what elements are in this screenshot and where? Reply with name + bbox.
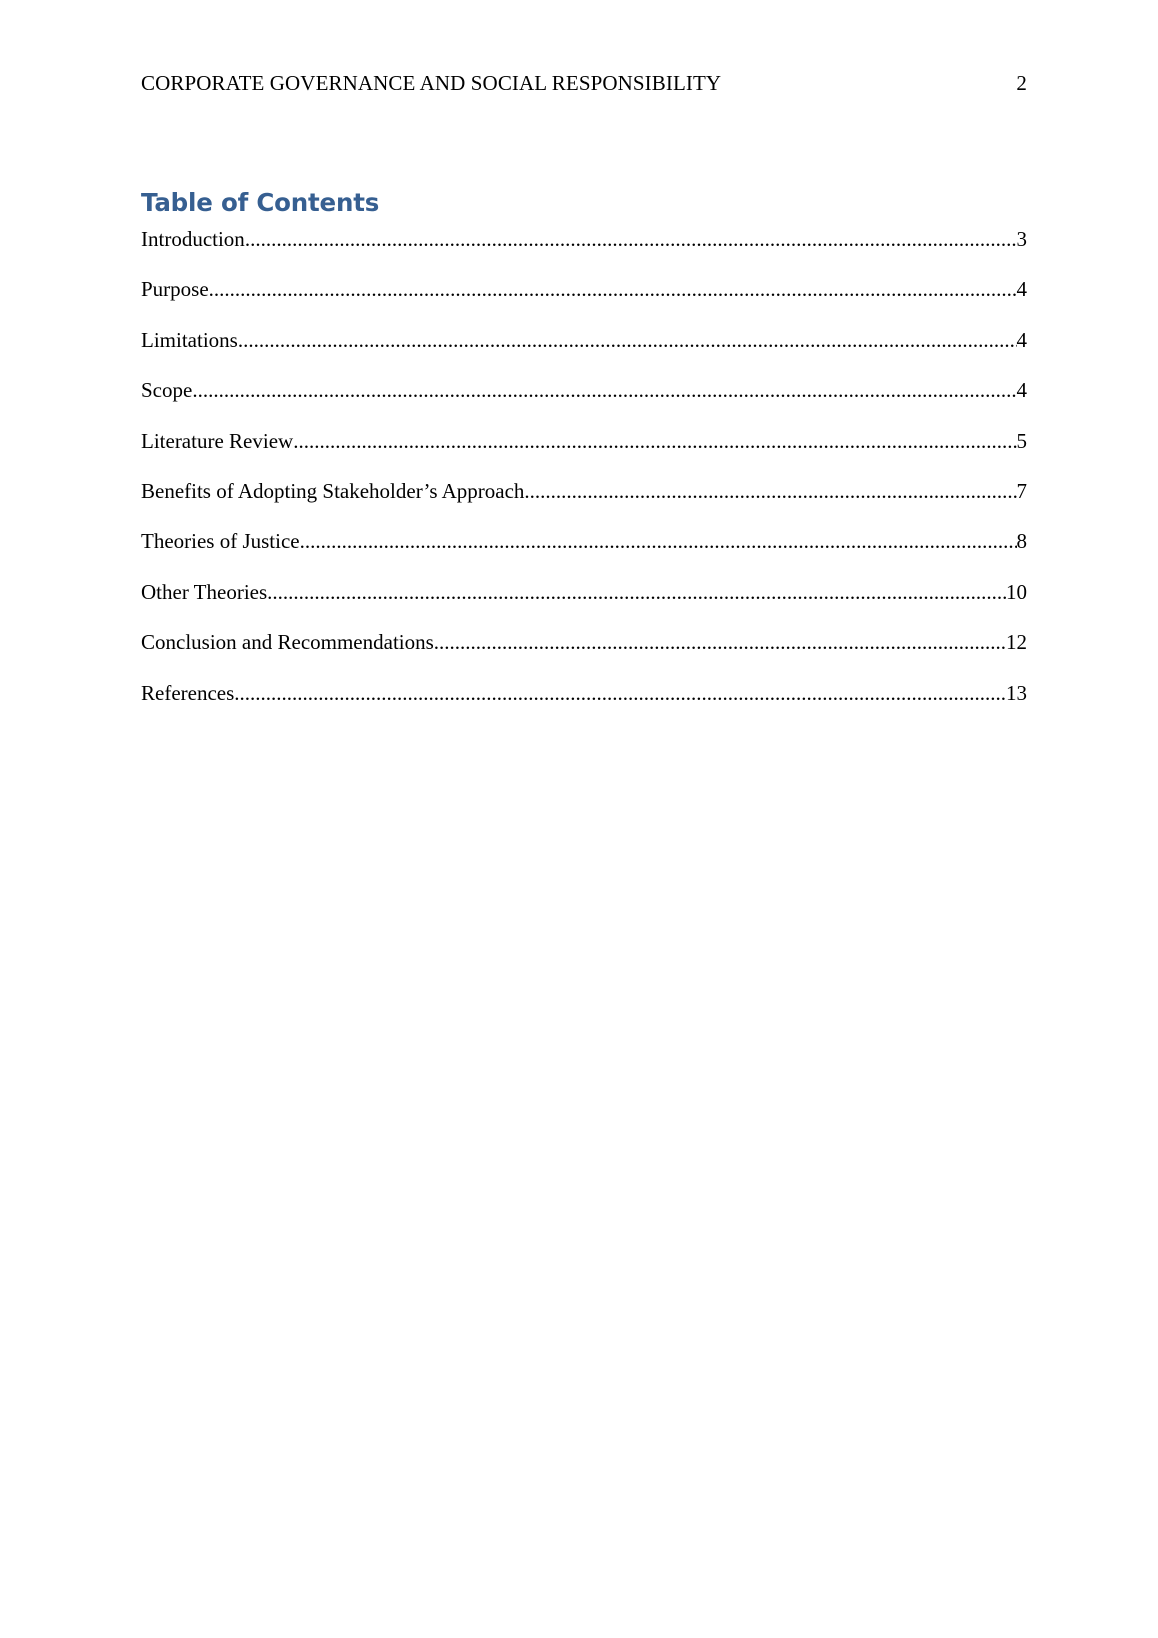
toc-entry-page: 7 xyxy=(1016,478,1027,503)
toc-entry-title: Conclusion and Recommendations xyxy=(141,630,434,655)
toc-entry-limitations[interactable] xyxy=(141,327,1027,377)
toc-heading: Table of Contents xyxy=(141,188,380,217)
toc-entry-conclusion-recommendations[interactable] xyxy=(141,629,1027,679)
toc-dot-leader xyxy=(524,478,1016,504)
toc-entry-page: 12 xyxy=(1006,630,1027,655)
running-header xyxy=(141,68,1027,98)
toc-entry-title: Introduction xyxy=(141,227,245,251)
toc-entry-introduction[interactable] xyxy=(141,226,1027,276)
toc-entry-literature-review[interactable] xyxy=(141,428,1027,478)
toc-list xyxy=(141,226,1027,730)
toc-entry-title: Theories of Justice xyxy=(141,529,300,554)
toc-entry-title: Benefits of Adopting Stakeholder’s Approach xyxy=(141,478,525,503)
toc-entry-page: 4 xyxy=(1016,378,1027,403)
toc-entry-theories-of-justice[interactable] xyxy=(141,528,1027,578)
toc-dot-leader xyxy=(434,629,1006,655)
toc-entry-page: 13 xyxy=(1006,680,1027,705)
toc-entry-purpose[interactable] xyxy=(141,276,1027,326)
toc-dot-leader xyxy=(234,680,1006,706)
toc-entry-page: 3 xyxy=(1016,227,1027,251)
toc-dot-leader xyxy=(238,327,1017,353)
toc-entry-page: 4 xyxy=(1016,327,1027,352)
running-title: CORPORATE GOVERNANCE AND SOCIAL RESPONSIBILITY xyxy=(141,71,722,95)
page-number: 2 xyxy=(1016,71,1027,95)
toc-entry-other-theories[interactable] xyxy=(141,579,1027,629)
toc-entry-scope[interactable] xyxy=(141,377,1027,427)
toc-entry-title: References xyxy=(141,680,235,705)
toc-dot-leader xyxy=(209,276,1017,302)
toc-entry-page: 8 xyxy=(1016,529,1027,554)
toc-entry-title: Literature Review xyxy=(141,428,294,453)
toc-entry-title: Scope xyxy=(141,378,193,403)
toc-entry-page: 10 xyxy=(1006,579,1027,604)
toc-dot-leader xyxy=(300,528,1017,554)
toc-entry-title: Other Theories xyxy=(141,579,268,604)
toc-entry-references[interactable] xyxy=(141,680,1027,730)
toc-dot-leader xyxy=(267,579,1006,605)
toc-entry-benefits-stakeholder-approach[interactable] xyxy=(141,478,1027,528)
toc-entry-title: Limitations xyxy=(141,327,238,352)
toc-dot-leader xyxy=(293,428,1016,454)
toc-dot-leader xyxy=(245,226,1017,252)
toc-entry-page: 5 xyxy=(1016,428,1027,453)
toc-dot-leader xyxy=(192,377,1016,403)
toc-entry-title: Purpose xyxy=(141,277,209,302)
toc-entry-page: 4 xyxy=(1016,277,1027,302)
